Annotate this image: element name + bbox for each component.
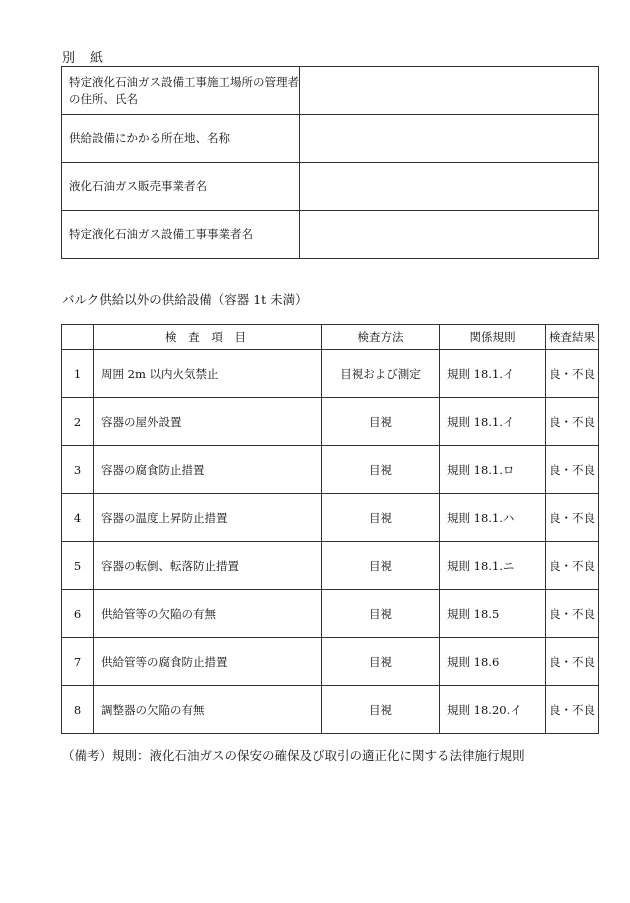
related-rule: 規則 18.1.ハ	[440, 494, 546, 542]
inspection-method: 目視	[322, 638, 440, 686]
info-value-field[interactable]	[300, 67, 599, 115]
info-label: 液化石油ガス販売事業者名	[62, 163, 300, 211]
table-row	[62, 590, 599, 638]
table-row	[62, 686, 599, 734]
inspection-result: 良・不良	[546, 686, 599, 734]
inspection-item: 容器の腐食防止措置	[94, 446, 322, 494]
inspection-result: 良・不良	[546, 494, 599, 542]
row-number: 4	[62, 494, 94, 542]
row-number: 6	[62, 590, 94, 638]
header-rule: 関係規則	[440, 325, 546, 350]
inspection-method: 目視	[322, 446, 440, 494]
header-method: 検査方法	[322, 325, 440, 350]
inspection-result: 良・不良	[546, 446, 599, 494]
inspection-method: 目視および測定	[322, 350, 440, 398]
related-rule: 規則 18.1.イ	[440, 350, 546, 398]
table-row	[62, 446, 599, 494]
annex-label: 別 紙	[62, 51, 105, 66]
inspection-table-header	[62, 325, 599, 350]
inspection-item: 調整器の欠陥の有無	[94, 686, 322, 734]
remarks-note: （備考）規則：液化石油ガスの保安の確保及び取引の適正化に関する法律施行規則	[62, 748, 525, 763]
inspection-item: 供給管等の腐食防止措置	[94, 638, 322, 686]
related-rule: 規則 18.20.イ	[440, 686, 546, 734]
inspection-item: 容器の温度上昇防止措置	[94, 494, 322, 542]
row-number: 7	[62, 638, 94, 686]
inspection-method: 目視	[322, 686, 440, 734]
inspection-method: 目視	[322, 398, 440, 446]
row-number: 5	[62, 542, 94, 590]
info-label: 供給設備にかかる所在地、名称	[62, 115, 300, 163]
inspection-item: 周囲 2m 以内火気禁止	[94, 350, 322, 398]
inspection-item: 供給管等の欠陥の有無	[94, 590, 322, 638]
info-value-field[interactable]	[300, 211, 599, 259]
row-number: 1	[62, 350, 94, 398]
info-label: 特定液化石油ガス設備工事施工場所の管理者の住所、氏名	[62, 67, 300, 115]
header-result: 検査結果	[546, 325, 599, 350]
inspection-result: 良・不良	[546, 638, 599, 686]
inspection-result: 良・不良	[546, 398, 599, 446]
related-rule: 規則 18.1.ニ	[440, 542, 546, 590]
related-rule: 規則 18.1.イ	[440, 398, 546, 446]
table-row	[62, 350, 599, 398]
info-value-field[interactable]	[300, 163, 599, 211]
related-rule: 規則 18.6	[440, 638, 546, 686]
header-item: 検 査 項 目	[94, 325, 322, 350]
info-row	[62, 211, 599, 259]
row-number: 8	[62, 686, 94, 734]
related-rule: 規則 18.5	[440, 590, 546, 638]
info-row	[62, 115, 599, 163]
inspection-item: 容器の転倒、転落防止措置	[94, 542, 322, 590]
inspection-result: 良・不良	[546, 590, 599, 638]
inspection-method: 目視	[322, 590, 440, 638]
inspection-result: 良・不良	[546, 350, 599, 398]
table-row	[62, 638, 599, 686]
info-value-field[interactable]	[300, 115, 599, 163]
related-rule: 規則 18.1.ロ	[440, 446, 546, 494]
info-row	[62, 163, 599, 211]
row-number: 3	[62, 446, 94, 494]
info-row	[62, 67, 599, 115]
inspection-result: 良・不良	[546, 542, 599, 590]
inspection-method: 目視	[322, 494, 440, 542]
table-row	[62, 494, 599, 542]
inspection-item: 容器の屋外設置	[94, 398, 322, 446]
applicant-info-table	[61, 66, 599, 259]
info-label: 特定液化石油ガス設備工事事業者名	[62, 211, 300, 259]
inspection-method: 目視	[322, 542, 440, 590]
inspection-table	[61, 324, 599, 734]
header-no	[62, 325, 94, 350]
table-row	[62, 542, 599, 590]
row-number: 2	[62, 398, 94, 446]
section-title: バルク供給以外の供給設備（容器 1t 未満）	[62, 292, 308, 307]
table-row	[62, 398, 599, 446]
